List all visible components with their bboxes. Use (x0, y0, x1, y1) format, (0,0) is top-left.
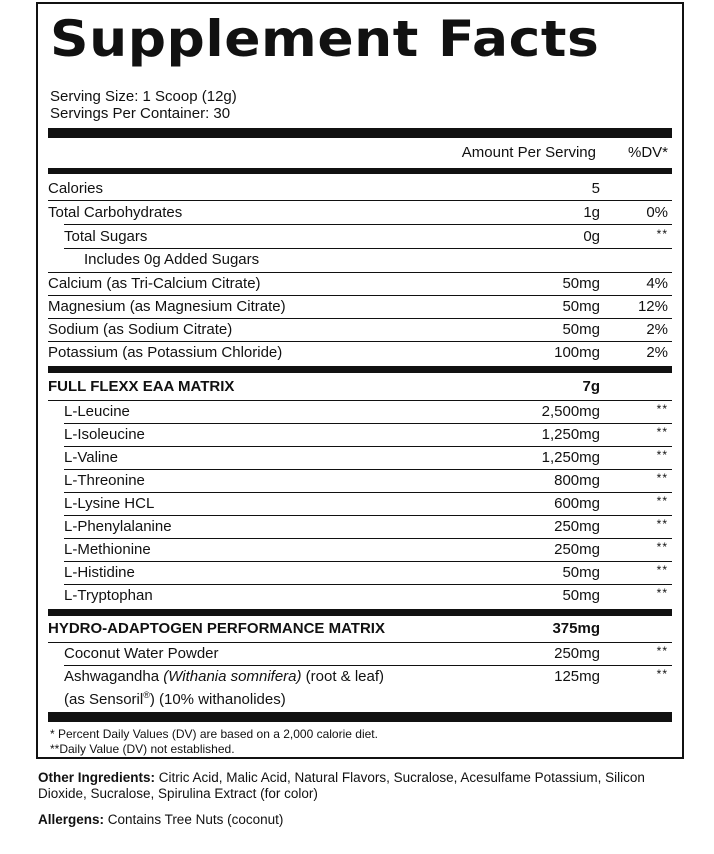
ingredient-name: L-Phenylalanine (64, 518, 172, 535)
ingredient-dv: ** (656, 667, 668, 681)
nutrient-dv: 2% (646, 321, 668, 338)
ingredient-row-ashwagandha (48, 666, 672, 710)
serving-size: Serving Size: 1 Scoop (12g) (50, 88, 237, 105)
nutrient-amount: 100mg (554, 344, 600, 361)
allergens (38, 812, 688, 828)
ingredient-name: L-Tryptophan (64, 587, 153, 604)
nutrient-amount: 50mg (562, 275, 600, 292)
nutrient-dv: 0% (646, 204, 668, 221)
ashwagandha-name: Ashwagandha (64, 668, 164, 685)
ingredient-amount: 250mg (554, 645, 600, 662)
nutrient-row-sodium (48, 319, 672, 341)
nutrient-amount: 50mg (562, 298, 600, 315)
row-divider (64, 224, 672, 225)
withanolides-label: ) (10% withanolides) (149, 691, 286, 708)
ingredient-name: L-Histidine (64, 564, 135, 581)
ingredient-row (48, 493, 672, 515)
ingredient-dv: ** (656, 517, 668, 531)
amount-per-serving-header: Amount Per Serving (461, 144, 596, 161)
ingredient-name: L-Threonine (64, 472, 145, 489)
medium-divider (48, 168, 672, 174)
nutrient-amount: 1g (583, 204, 600, 221)
nutrient-dv: 12% (637, 298, 668, 315)
other-ingredients (38, 770, 688, 802)
ashwagandha-latin-name: (Withania somnifera) (163, 668, 302, 685)
row-divider (48, 200, 672, 201)
ingredient-name: Coconut Water Powder (64, 645, 219, 662)
thick-divider (48, 128, 672, 138)
nutrient-dv: 4% (646, 275, 668, 292)
ingredient-dv: ** (656, 448, 668, 462)
ingredient-amount: 2,500mg (541, 403, 600, 420)
ingredient-name: L-Lysine HCL (64, 495, 155, 512)
ingredient-row (48, 562, 672, 584)
ingredient-dv: ** (656, 494, 668, 508)
eaa-matrix-header-row (48, 376, 672, 398)
ingredient-amount: 250mg (554, 541, 600, 558)
ingredient-name: L-Isoleucine (64, 426, 145, 443)
ingredient-row (48, 424, 672, 446)
ingredient-row (48, 539, 672, 561)
ingredient-dv: ** (656, 563, 668, 577)
nutrient-row-added-sugars (48, 249, 672, 271)
ingredient-amount: 50mg (562, 564, 600, 581)
ingredient-dv: ** (656, 425, 668, 439)
ingredient-amount: 250mg (554, 518, 600, 535)
nutrient-row-total-sugars (48, 226, 672, 248)
ingredient-dv: ** (656, 402, 668, 416)
matrix-amount: 7g (582, 378, 600, 395)
nutrient-name: Calcium (as Tri-Calcium Citrate) (48, 275, 261, 292)
ingredient-amount: 50mg (562, 587, 600, 604)
servings-per-container: Servings Per Container: 30 (50, 105, 231, 122)
nutrient-row-calcium (48, 273, 672, 295)
nutrient-row-magnesium (48, 296, 672, 318)
matrix-name: HYDRO-ADAPTOGEN PERFORMANCE MATRIX (48, 620, 385, 637)
ingredient-amount: 800mg (554, 472, 600, 489)
ingredient-name: L-Methionine (64, 541, 151, 558)
medium-divider (48, 609, 672, 616)
ingredient-amount: 600mg (554, 495, 600, 512)
matrix-amount: 375mg (552, 620, 600, 637)
allergens-text: Contains Tree Nuts (coconut) (104, 812, 284, 827)
ashwagandha-part: (root & leaf) (301, 668, 385, 685)
nutrient-row-calories (48, 178, 672, 200)
ingredient-name: L-Leucine (64, 403, 130, 420)
dv-header: %DV* (627, 144, 668, 161)
hydro-matrix-header-row (48, 618, 672, 640)
ingredient-row (48, 470, 672, 492)
ingredient-amount: 1,250mg (541, 449, 600, 466)
nutrient-row-potassium (48, 342, 672, 364)
allergens-label: Allergens: (38, 812, 105, 827)
ingredient-row (48, 447, 672, 469)
nutrient-amount: 50mg (562, 321, 600, 338)
nutrient-name: Total Sugars (64, 228, 148, 245)
ingredient-dv: ** (656, 644, 668, 658)
registered-mark: ® (143, 690, 150, 700)
nutrient-name: Sodium (as Sodium Citrate) (48, 321, 233, 338)
nutrient-amount: 5 (591, 180, 600, 197)
nutrient-name: Magnesium (as Magnesium Citrate) (48, 298, 286, 315)
thick-divider (48, 712, 672, 722)
supplement-facts-panel (36, 2, 684, 759)
ingredient-amount: 1,250mg (541, 426, 600, 443)
ingredient-detail (64, 686, 286, 709)
nutrient-name: Potassium (as Potassium Chloride) (48, 344, 283, 361)
ingredient-name (64, 668, 384, 686)
ingredient-dv: ** (656, 471, 668, 485)
matrix-name: FULL FLEXX EAA MATRIX (48, 378, 235, 395)
other-ingredients-text: Citric Acid, Malic Acid, Natural Flavors, Sucralose, Acesulfame Potassium, Silicon Dioxide, Sucralose, Spirulina Extract (for color) (38, 770, 645, 801)
nutrient-dv: ** (656, 227, 668, 241)
ingredient-dv: ** (656, 586, 668, 600)
ingredient-row (48, 585, 672, 607)
ingredient-name: L-Valine (64, 449, 118, 466)
nutrient-name: Calories (48, 180, 104, 197)
medium-divider (48, 366, 672, 373)
panel-title: Supplement Facts (50, 10, 600, 68)
nutrient-dv: 2% (646, 344, 668, 361)
nutrient-name: Total Carbohydrates (48, 204, 183, 221)
nutrient-row-total-carbohydrates (48, 202, 672, 224)
footnote-percent-dv: * Percent Daily Values (DV) are based on a 2,000 calorie diet. (50, 727, 378, 741)
footnote-dv-not-established: **Daily Value (DV) not established. (50, 742, 235, 756)
ingredient-row (48, 643, 672, 665)
sensoril-label: (as Sensoril (64, 691, 144, 708)
ingredient-row (48, 401, 672, 423)
ingredient-amount: 125mg (554, 668, 600, 685)
ingredient-dv: ** (656, 540, 668, 554)
nutrient-amount: 0g (583, 228, 600, 245)
nutrient-name: Includes 0g Added Sugars (84, 251, 260, 268)
ingredient-row (48, 516, 672, 538)
other-ingredients-label: Other Ingredients: (38, 770, 156, 785)
